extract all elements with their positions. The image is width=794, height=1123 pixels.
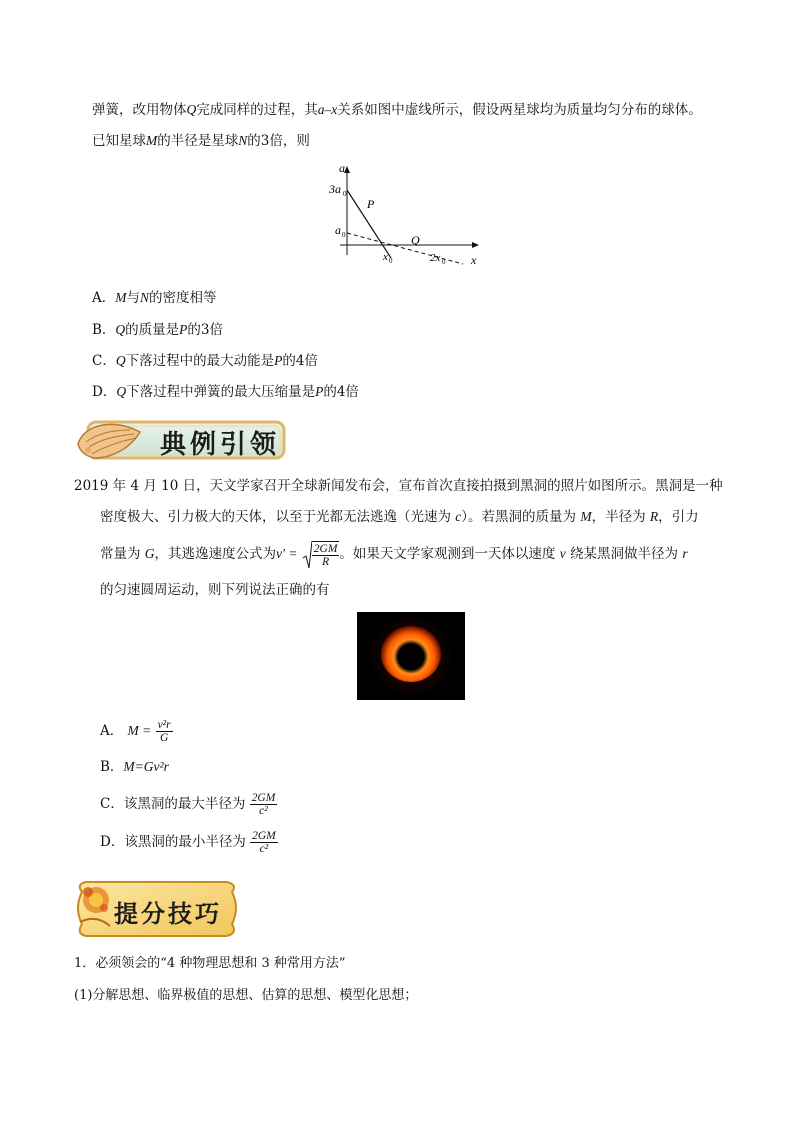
example-text: ，引力 [658,509,699,525]
label-2x0: 2x [430,252,441,264]
option-letter: C． [92,353,116,369]
label-a0-sub: 0 [342,231,346,239]
var-R: R [649,509,659,524]
y-axis-label: a [339,161,345,175]
section-banner-tips [70,878,242,940]
option-d-fraction [250,830,278,855]
example-text: 。如果天文学家观测到一天体以速度 [339,546,560,562]
example-line-4: 的匀速圆周运动，则下列说法正确的有 [100,582,330,598]
q1-option-d [92,382,359,402]
option-text: 的4倍 [282,353,318,369]
option-text: 的3倍 [187,322,224,338]
option-var: Q [115,353,126,368]
var-c: c [455,509,462,524]
intro-text: 完成同样的过程，其 [196,102,318,118]
option-text: 下落过程中弹簧的最大压缩量是 [126,384,316,400]
option-text: 的密度相等 [149,290,217,306]
section-banner-examples [74,414,288,466]
q1-option-b [92,320,223,340]
fraction-numerator: 2GM [251,792,276,804]
option-text: 的质量是 [125,322,180,338]
option-var: M = [127,723,152,738]
option-text: 的4倍 [323,384,359,400]
label-a0: a [335,223,341,237]
intro-line-1 [92,100,702,120]
var-G: G [144,546,155,561]
option-var: M [115,290,127,305]
example-text: 常量为 [100,546,145,562]
intro-text: 弹簧，改用物体 [92,102,187,118]
option-a-fraction [156,719,173,744]
fraction-denominator: c² [259,843,269,855]
var-r: r [682,546,688,561]
fraction-denominator: R [322,556,330,569]
option-text: 与 [126,290,140,306]
label-P: P [367,197,375,211]
label-3a0-sub: 0 [343,190,347,198]
x-axis-arrow [472,242,479,248]
var-Q: Q [186,102,197,117]
option-text: M=Gv²r [123,759,169,774]
fraction-numerator: 2GM [252,830,276,842]
q1-option-a [92,288,217,308]
option-var: P [315,384,324,399]
fraction-numerator: v²r [157,719,171,731]
black-hole-ring [381,626,441,682]
intro-text: 的半径是星球 [157,133,239,149]
black-hole-photo [357,612,465,700]
option-letter: A． [100,723,124,739]
option-var: Q [115,322,126,337]
intro-line-2 [92,131,310,151]
option-text: 该黑洞的最小半径为 [124,834,246,850]
var-a-x: a–x [317,102,338,117]
example-line-3 [100,539,688,570]
example-text: 密度极大、引力极大的天体，以至于光都无法逃逸（光速为 [100,509,456,525]
example-text: ，半径为 [591,509,650,525]
q2-option-d [100,827,278,857]
example-text: 绕某黑洞做半径为 [565,546,683,562]
option-letter: D． [92,384,117,400]
option-letter: C． [100,796,124,812]
option-letter: A． [92,290,116,306]
var-v: v [559,546,566,561]
fraction-denominator: c² [259,805,268,817]
var-N: N [238,133,248,148]
label-3a0: 3a [329,182,341,196]
label-2x0-sub: 0 [442,258,446,266]
line-Q-dashed [347,233,463,264]
escape-velocity-sqrt [302,539,340,570]
example-text: ）。若黑洞的质量为 [461,509,581,525]
var-M: M [146,133,158,148]
q1-option-c [92,351,318,371]
banner-title: 提分技巧 [114,899,222,928]
fraction-numerator: 2GM [313,543,338,556]
tips-item-1: (1)分解思想、临界极值的思想、估算的思想、模型化思想； [74,988,418,1003]
label-x0-sub: 0 [389,257,393,265]
label-Q: Q [411,233,420,247]
label-x0: x [383,251,388,263]
q2-option-b [100,757,169,777]
option-letter: D． [100,834,125,850]
intro-text: 的3倍，则 [247,133,310,149]
intro-text: 已知星球 [92,133,146,149]
banner-title: 典例引领 [160,430,281,460]
option-letter: B． [92,322,116,338]
option-var: Q [116,384,127,399]
a-x-graph [325,160,485,270]
q2-option-a [100,716,173,746]
q2-option-c [100,789,277,819]
sqrt-fraction [312,541,340,568]
option-c-fraction [250,792,278,817]
sqrt-sign [302,540,312,570]
x-axis-label: x [471,253,477,267]
var-v-prime: v′ = [276,546,298,561]
example-text: ，其逃逸速度公式为 [154,546,277,562]
example-line-1: 2019 年 4 月 10 日，天文学家召开全球新闻发布会，宣布首次直接拍摄到黑洞的照片如图所示。黑洞是一种 [74,478,723,494]
option-var: N [140,290,150,305]
option-var: P [274,353,283,368]
option-letter: B． [100,759,124,775]
example-line-2 [100,507,699,527]
tips-heading: 1．必须领会的“4 种物理思想和 3 种常用方法” [74,956,346,971]
fraction-denominator: G [159,732,169,744]
intro-text: 关系如图中虚线所示，假设两星球均为质量均匀分布的球体。 [337,102,702,118]
option-text: 下落过程中的最大动能是 [125,353,275,369]
option-text: 该黑洞的最大半径为 [123,796,246,812]
var-M: M [580,509,592,524]
option-var: P [179,322,188,337]
